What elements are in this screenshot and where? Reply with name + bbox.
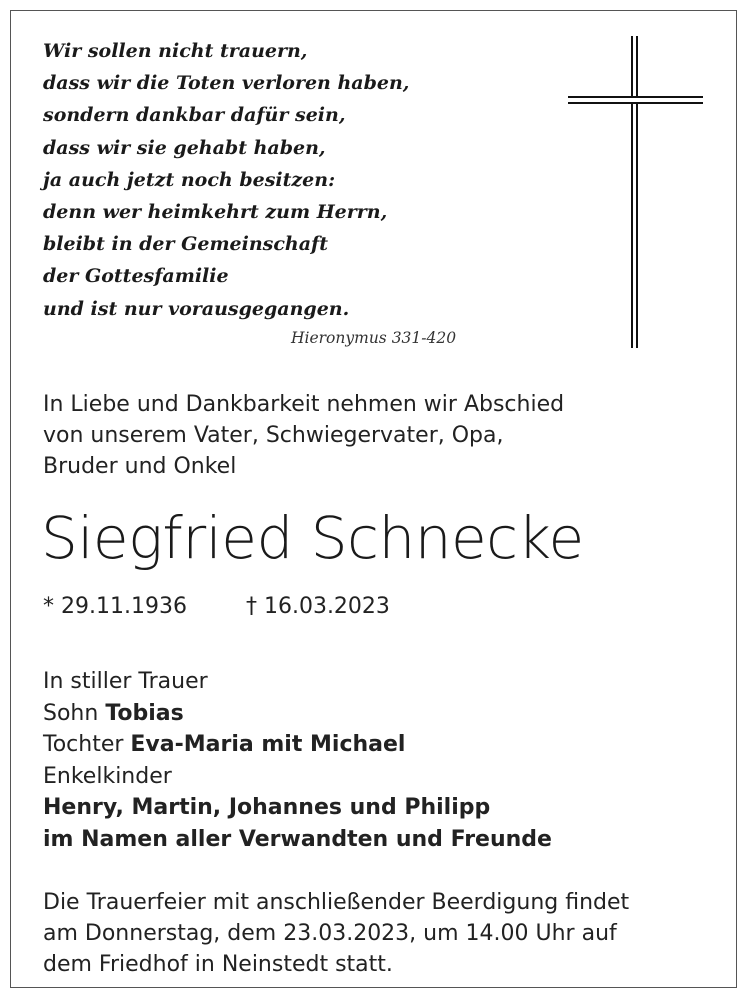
poem-line: dass wir die Toten verloren haben, xyxy=(43,72,410,95)
intro-line: In Liebe und Dankbarkeit nehmen wir Abschied xyxy=(43,392,565,417)
poem-line: Wir sollen nicht trauern, xyxy=(43,40,308,62)
relatives-text: im Namen aller Verwandten und Freunde xyxy=(43,826,552,852)
poem-line: denn wer heimkehrt zum Herrn, xyxy=(43,201,388,224)
service-line: dem Friedhof in Neinstedt statt. xyxy=(43,952,393,977)
death-date: † 16.03.2023 xyxy=(245,594,390,619)
poem-line: ja auch jetzt noch besitzen: xyxy=(43,168,336,191)
mourners-heading: In stiller Trauer xyxy=(43,669,208,694)
son-label: Sohn xyxy=(43,700,106,726)
mourners xyxy=(43,666,552,855)
service-info xyxy=(43,887,629,980)
poem-author: Hieronymus 331-420 xyxy=(291,329,457,347)
poem-line: und ist nur vorausgegangen. xyxy=(43,297,350,320)
poem-line: der Gottesfamilie xyxy=(43,265,229,288)
obituary-frame xyxy=(10,10,737,988)
grandchildren-names xyxy=(43,792,552,824)
son-name: Tobias xyxy=(105,700,184,726)
relatives-line xyxy=(43,824,552,856)
birth-date: * 29.11.1936 xyxy=(43,594,187,619)
poem xyxy=(43,35,409,325)
grandchildren-names-text: Henry, Martin, Johannes und Philipp xyxy=(43,795,491,820)
intro-text xyxy=(43,389,564,482)
life-dates xyxy=(43,594,390,619)
deceased-name: Siegfried Schnecke xyxy=(41,504,584,572)
grandchildren-label: Enkelkinder xyxy=(43,763,172,789)
service-line: Die Trauerfeier mit anschließender Beerdigung findet xyxy=(43,890,630,915)
service-line: am Donnerstag, dem 23.03.2023, um 14.00 Uhr auf xyxy=(43,921,617,946)
daughter-label: Tochter xyxy=(43,732,131,757)
poem-line: dass wir sie gehabt haben, xyxy=(43,136,326,159)
intro-line: von unserem Vater, Schwiegervater, Opa, xyxy=(43,423,504,448)
poem-line: sondern dankbar dafür sein, xyxy=(43,104,346,127)
intro-line: Bruder und Onkel xyxy=(43,454,237,479)
poem-line: bleibt in der Gemeinschaft xyxy=(43,233,329,256)
daughter-line xyxy=(43,729,552,761)
daughter-name: Eva-Maria mit Michael xyxy=(130,732,406,757)
son-line xyxy=(43,698,552,730)
